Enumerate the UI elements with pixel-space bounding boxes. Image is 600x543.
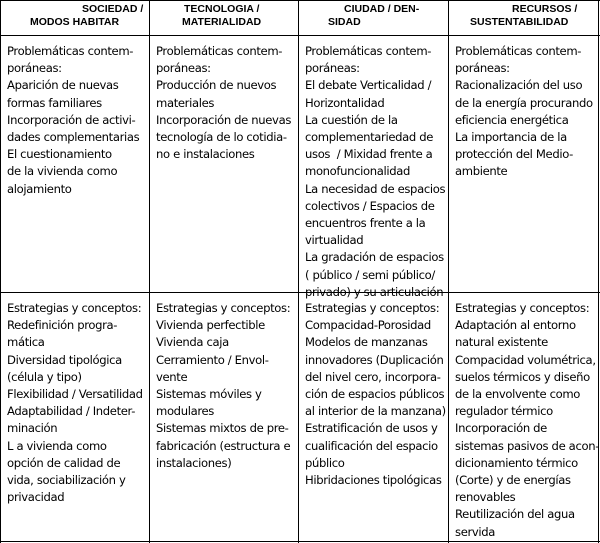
header-line-2: SUSTENTABILIDAD — [470, 16, 569, 28]
cell-ciudad-estrategias: Estrategias y conceptos: Compacidad-Porosidad Modelos de manzanas innovadores (Duplicación del nivel cero, incorpora- ción de espacios públicos al interior de la manzana) Estratificación de usos y cualificación del espacio público Hibridaciones tipológicas — [305, 301, 446, 488]
column-divider-3 — [448, 1, 449, 543]
header-tecnologia — [182, 3, 261, 33]
cell-sociedad-estrategias: Estrategias y conceptos: Redefinición progra- mática Diversidad tipológica (célula y tipo) Flexibilidad / Versatilidad Adaptabilidad / Indeter- minación L a vivienda como opción de calidad de vida, sociabilización y privacidad — [7, 301, 143, 505]
column-divider-2 — [298, 1, 299, 543]
header-sociedad — [30, 3, 143, 33]
header-line-2: MODOS HABITAR — [30, 16, 120, 28]
row-divider — [0, 292, 600, 293]
header-line-1: TECNOLOGIA / — [184, 3, 260, 15]
cell-tecnologia-estrategias: Estrategias y conceptos: Vivienda perfectible Vivienda caja Cerramiento / Envol- vente Sistemas móviles y modulares Sistemas mixtos de pre- fabricación (estructura e instalaciones) — [156, 301, 291, 470]
header-divider — [0, 35, 600, 36]
cell-tecnologia-problematicas: Problemáticas contem- poráneas: Producción de nuevos materiales Incorporación de nuevas tecnología de lo cotidia- no e instalaciones — [156, 44, 292, 162]
header-line-2: SIDAD — [328, 16, 361, 28]
header-ciudad — [328, 3, 419, 33]
header-line-1: RECURSOS / — [512, 3, 578, 15]
header-recursos — [470, 3, 577, 33]
column-divider-1 — [149, 1, 150, 543]
cell-sociedad-problematicas: Problemáticas contem- poráneas: Aparición de nuevas formas familiares Incorporación de activi- dades complementarias El cuestionamiento de la vivienda como alojamiento — [7, 44, 140, 196]
cell-recursos-estrategias: Estrategias y conceptos: Adaptación al entorno natural existente Compacidad volumétrica, suelos térmicos y diseño de la envolvente como regulador térmico Incorporación de sistemas pasivos de acon- dicionamiento térmico (Corte) y de energías renovables Reutilización del agua servida — [455, 301, 600, 539]
table-border-left — [0, 1, 1, 543]
cell-recursos-problematicas: Problemáticas contem- poráneas: Racionalización del uso de la energía procurando eficiencia energética La importancia de la protección del Medio- ambiente — [455, 44, 593, 179]
header-line-2: MATERIALIDAD — [182, 16, 262, 28]
header-line-1: SOCIEDAD / — [82, 3, 144, 15]
cell-ciudad-problematicas: Problemáticas contem- poráneas: El debate Verticalidad / Horizontalidad La cuestión de la complementariedad de usos / Mixidad frente a monofuncionalidad La necesidad de espacios colectivos / Espacios de encuentros frente a la virtualidad La gradación de espacios ( público / semi público/ privado) y su articulación — [305, 44, 446, 299]
header-line-1: CIUDAD / DEN- — [344, 3, 420, 15]
